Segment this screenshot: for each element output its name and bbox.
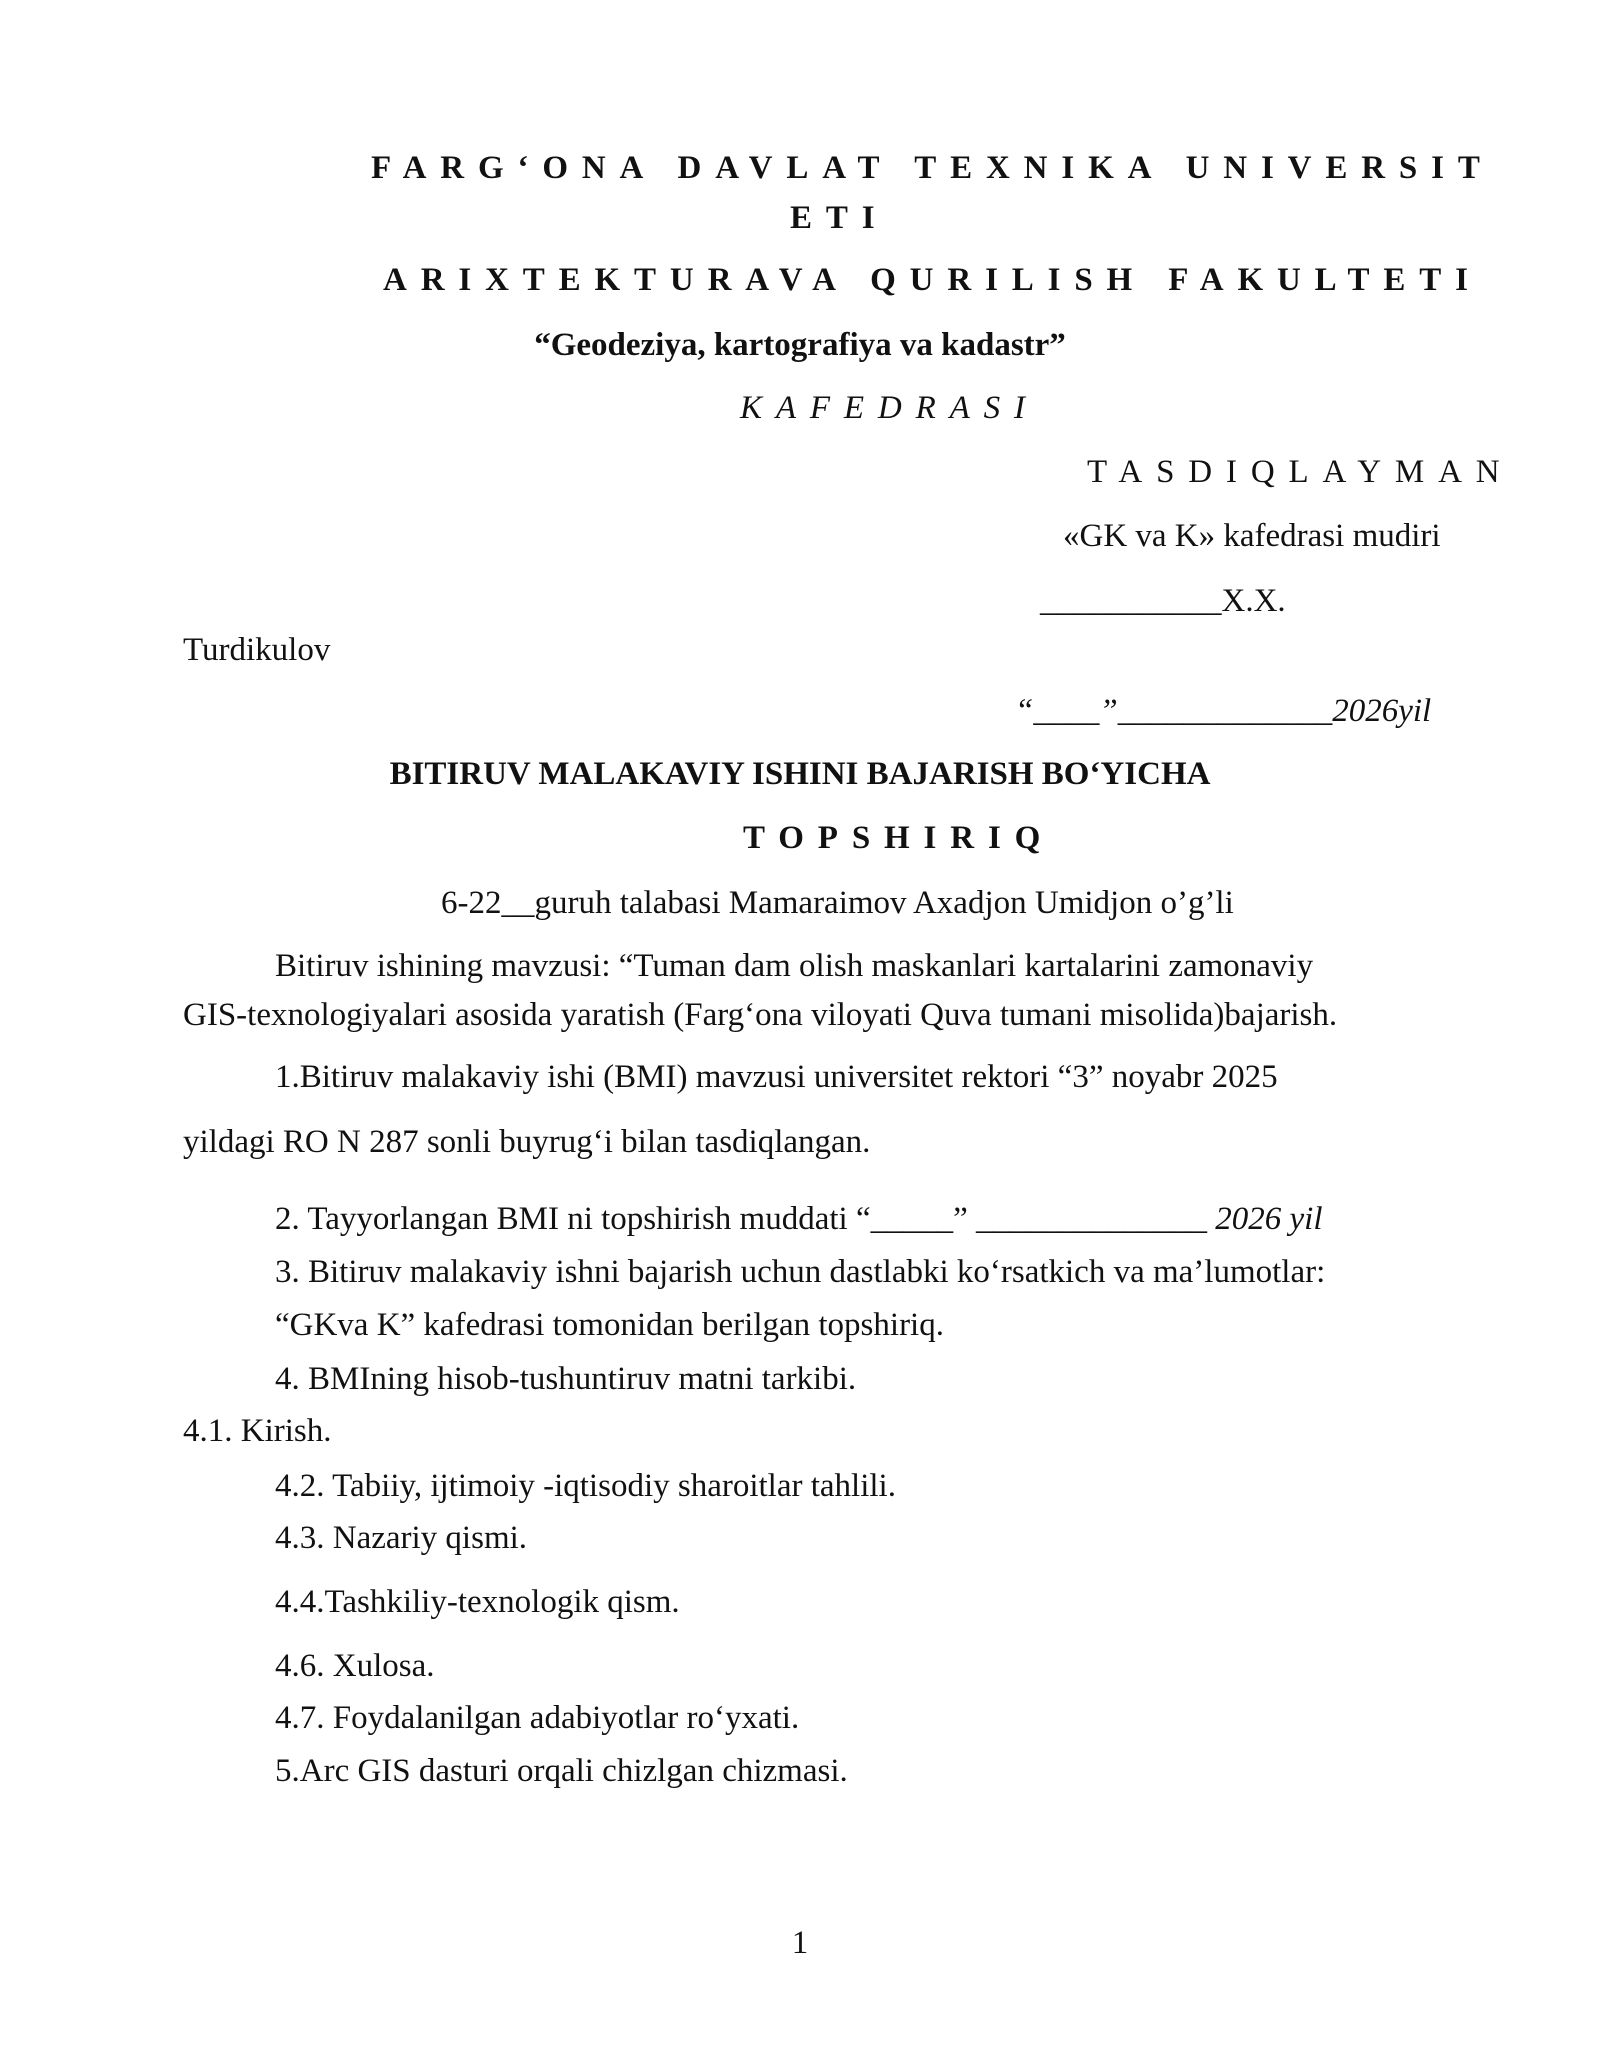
topic-line2: GIS-texnologiyalari asosida yaratish (Farg‘ona viloyati Quva tumani misolida)bajarish. (183, 997, 1338, 1033)
faculty-name: ARIXTEKTURAVA QURILISH FAKULTETI (383, 262, 1482, 298)
department-name: “Geodeziya, kartografiya va kadastr” (534, 327, 1066, 363)
approval-title: TASDIQLAYMAN (1087, 454, 1514, 490)
item3-line1: 3. Bitiruv malakaviy ishni bajarish uchun dastlabki ko‘rsatkich va ma’lumotlar: (275, 1254, 1326, 1290)
item4-7: 4.7. Foydalanilgan adabiyotlar ro‘yxati. (275, 1700, 800, 1736)
item1-line2: yildagi RO N 287 sonli buyrug‘i bilan tasdiqlangan. (183, 1124, 871, 1160)
department-word: KAFEDRASI (740, 390, 1039, 426)
approval-position: «GK va K» kafedrasi mudiri (1063, 518, 1441, 554)
item2-year: 2026 yil (1215, 1201, 1323, 1237)
item4-6: 4.6. Xulosa. (275, 1648, 435, 1684)
item2-text: 2. Tayyorlangan BMI ni topshirish muddati “_____” ______________ (275, 1201, 1216, 1237)
university-name-line1: FARG‘ONA DAVLAT TEXNIKA UNIVERSIT (371, 150, 1494, 186)
approval-signature-line: ___________X.X. (1040, 583, 1286, 619)
student-line: 6-22__guruh talabasi Mamaraimov Axadjon Umidjon o’g’li (441, 885, 1234, 921)
topic-line1: Bitiruv ishining mavzusi: “Tuman dam olish maskanlari kartalarini zamonaviy (275, 948, 1314, 984)
university-name-line2: ETI (790, 200, 889, 236)
item4-2: 4.2. Tabiiy, ijtimoiy -iqtisodiy sharoitlar tahlili. (275, 1468, 896, 1504)
document-title-line1: BITIRUV MALAKAVIY ISHINI BAJARISH BO‘YICHA (389, 756, 1211, 792)
approval-date-line: “____”_____________2026yil (1015, 693, 1432, 729)
page-number: 1 (791, 1925, 809, 1961)
approval-name: Turdikulov (183, 632, 331, 668)
item3-line2: “GKva K” kafedrasi tomonidan berilgan topshiriq. (275, 1307, 944, 1343)
item5: 5.Arc GIS dasturi orqali chizlgan chizmasi. (275, 1753, 848, 1789)
item4-1: 4.1. Kirish. (183, 1413, 332, 1449)
item4-3: 4.3. Nazariy qismi. (275, 1520, 528, 1556)
item1-line1: 1.Bitiruv malakaviy ishi (BMI) mavzusi universitet rektori “3” noyabr 2025 (275, 1059, 1278, 1095)
item4-4: 4.4.Tashkiliy-texnologik qism. (275, 1584, 680, 1620)
document-title-line2: TOPSHIRIQ (743, 820, 1055, 856)
item4-heading: 4. BMIning hisob-tushuntiruv matni tarkibi. (275, 1361, 857, 1397)
item2-line (275, 1203, 1322, 1236)
